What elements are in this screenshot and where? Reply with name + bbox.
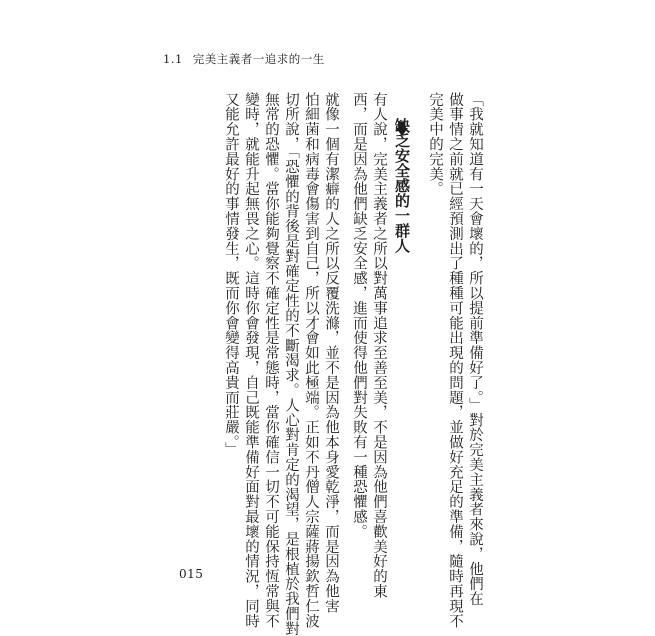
section-number: 1.1	[163, 52, 183, 66]
paragraph-line: 做事情之前就已經預測出了種種可能出現的問題，並做好充足的準備，隨時再現不	[447, 92, 463, 629]
paragraph-line: 「我就知道有一天會壞的，所以提前準備好了。」對於完美主義者來說，他們在	[467, 92, 483, 607]
section-title: 完美主義者一追求的一生	[192, 52, 325, 66]
page-number: 015	[179, 567, 204, 581]
paragraph-line: 完美中的完美。	[427, 92, 443, 197]
running-head	[163, 51, 325, 67]
paragraph-line: 就像一個有潔癖的人之所以反覆洗滌，並不是因為他本身愛乾淨，而是因為他害	[323, 92, 339, 614]
paragraph-line: 西，而是因為他們缺乏安全感，進而使得他們對失敗有一種恐懼感。	[351, 92, 367, 539]
paragraph-line: 怕細菌和病毒會傷害到自己，所以才會如此極端。正如不丹僧人宗薩蔣揚欽哲仁波	[303, 92, 319, 629]
paragraph-line: 無常的恐懼。當你能夠覺察不確定性是常態時，當你確信一切不可能保持恆常與不	[263, 92, 279, 629]
paragraph-line: 切所說，「恐懼的背後是對確定性的不斷渴求。人心對肯定的渴望，是根植於我們對	[283, 92, 299, 636]
paragraph-line: 有人說，完美主義者之所以對萬事追求至善至美，不是因為他們喜歡美好的東	[371, 92, 387, 599]
section-heading: 缺乏安全感的一群人	[393, 118, 411, 253]
paragraph-line: 變時，就能升起無畏之心。這時你會發現，自己既能準備好面對最壞的情況，同時	[243, 92, 259, 629]
paragraph-line: 又能允許最好的事情發生，既而你會變得高貴而莊嚴。」	[223, 92, 239, 458]
